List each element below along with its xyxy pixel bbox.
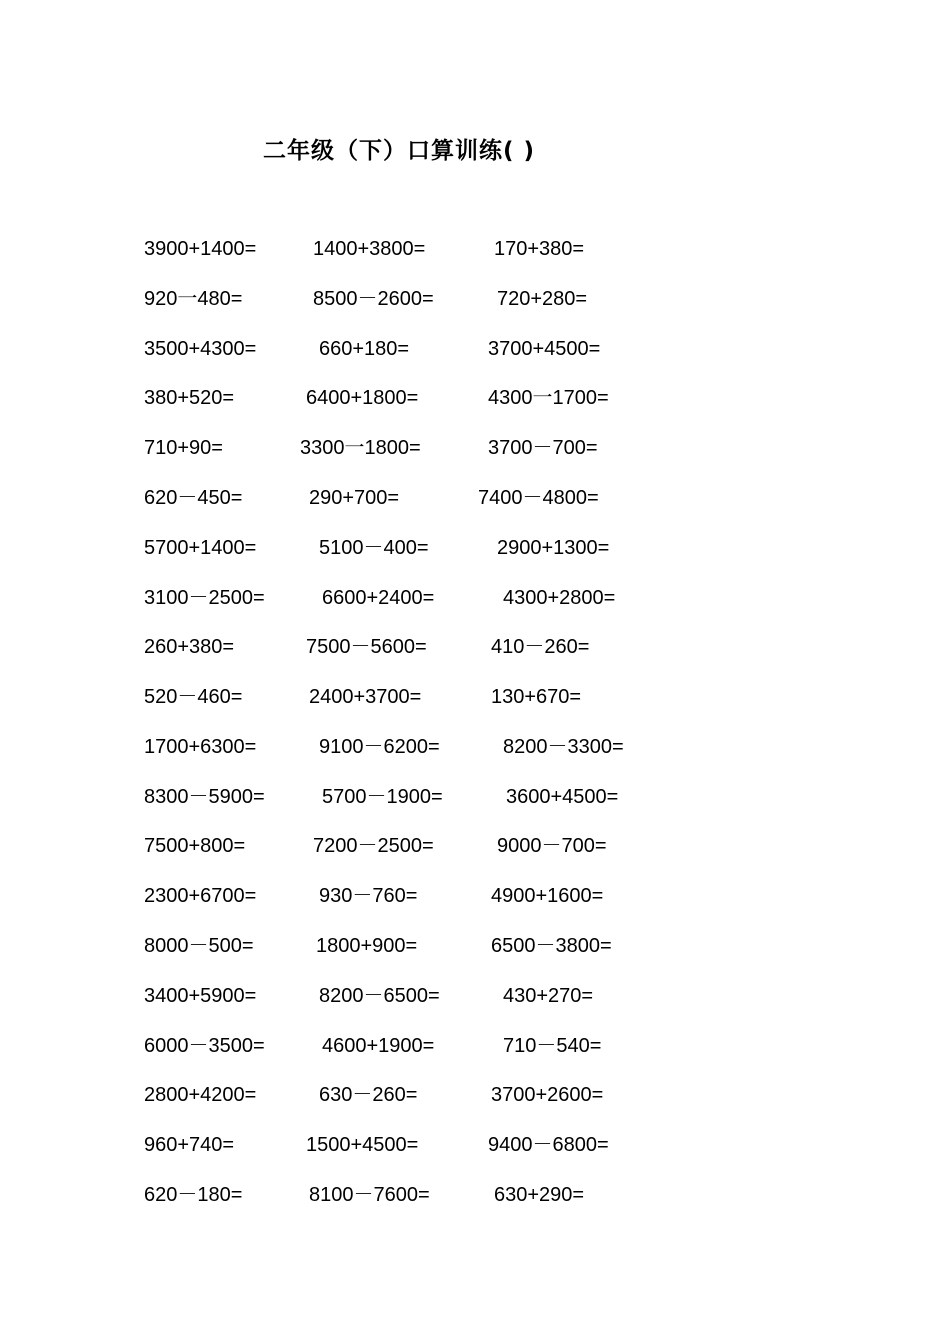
problem-r14-c2: 930－760= xyxy=(319,885,418,907)
problem-r15-c1: 8000－500= xyxy=(144,935,254,957)
problem-r6-c3: 7400－4800= xyxy=(478,487,599,509)
problem-r13-c3: 9000－700= xyxy=(497,835,607,857)
problem-r18-c2: 630－260= xyxy=(319,1084,418,1106)
problem-r2-c1: 920一480= xyxy=(144,288,243,310)
problem-r15-c2: 1800+900= xyxy=(316,935,418,957)
problem-r15-c3: 6500－3800= xyxy=(491,935,612,957)
problem-r18-c1: 2800+4200= xyxy=(144,1084,257,1106)
problem-r19-c2: 1500+4500= xyxy=(306,1134,419,1156)
problem-r19-c1: 960+740= xyxy=(144,1134,235,1156)
problem-r16-c3: 430+270= xyxy=(503,985,594,1007)
problem-r5-c3: 3700－700= xyxy=(488,437,598,459)
problem-r12-c2: 5700－1900= xyxy=(322,786,443,808)
problem-r20-c1: 620－180= xyxy=(144,1184,243,1206)
problem-r5-c1: 710+90= xyxy=(144,437,223,459)
problem-r17-c3: 710－540= xyxy=(503,1035,602,1057)
problem-r8-c2: 6600+2400= xyxy=(322,587,435,609)
problem-r8-c3: 4300+2800= xyxy=(503,587,616,609)
problem-r4-c1: 380+520= xyxy=(144,387,235,409)
problem-r10-c3: 130+670= xyxy=(491,686,582,708)
problem-r1-c2: 1400+3800= xyxy=(313,238,426,260)
problem-r11-c3: 8200－3300= xyxy=(503,736,624,758)
problem-r1-c3: 170+380= xyxy=(494,238,585,260)
problem-r6-c1: 620－450= xyxy=(144,487,243,509)
problem-r12-c1: 8300－5900= xyxy=(144,786,265,808)
problem-r19-c3: 9400－6800= xyxy=(488,1134,609,1156)
problem-r7-c3: 2900+1300= xyxy=(497,537,610,559)
problem-r5-c2: 3300一1800= xyxy=(300,437,421,459)
problem-r10-c2: 2400+3700= xyxy=(309,686,422,708)
problem-r11-c2: 9100－6200= xyxy=(319,736,440,758)
problem-r10-c1: 520－460= xyxy=(144,686,243,708)
problem-r2-c3: 720+280= xyxy=(497,288,588,310)
problem-r9-c2: 7500－5600= xyxy=(306,636,427,658)
problem-r18-c3: 3700+2600= xyxy=(491,1084,604,1106)
problem-r7-c1: 5700+1400= xyxy=(144,537,257,559)
problem-r17-c1: 6000－3500= xyxy=(144,1035,265,1057)
problem-r3-c1: 3500+4300= xyxy=(144,338,257,360)
problem-r13-c2: 7200－2500= xyxy=(313,835,434,857)
problem-r14-c1: 2300+6700= xyxy=(144,885,257,907)
problem-r4-c2: 6400+1800= xyxy=(306,387,419,409)
problem-r12-c3: 3600+4500= xyxy=(506,786,619,808)
problem-r9-c3: 410－260= xyxy=(491,636,590,658)
problem-r20-c3: 630+290= xyxy=(494,1184,585,1206)
problem-r6-c2: 290+700= xyxy=(309,487,400,509)
problem-r13-c1: 7500+800= xyxy=(144,835,246,857)
problem-r9-c1: 260+380= xyxy=(144,636,235,658)
problem-r4-c3: 4300一1700= xyxy=(488,387,609,409)
problem-r11-c1: 1700+6300= xyxy=(144,736,257,758)
problem-r14-c3: 4900+1600= xyxy=(491,885,604,907)
problem-r3-c3: 3700+4500= xyxy=(488,338,601,360)
problem-r1-c1: 3900+1400= xyxy=(144,238,257,260)
worksheet-title: 二年级（下）口算训练( ) xyxy=(263,138,536,164)
problem-r17-c2: 4600+1900= xyxy=(322,1035,435,1057)
problem-r16-c1: 3400+5900= xyxy=(144,985,257,1007)
problem-r8-c1: 3100－2500= xyxy=(144,587,265,609)
problem-r3-c2: 660+180= xyxy=(319,338,410,360)
problem-r20-c2: 8100－7600= xyxy=(309,1184,430,1206)
problem-r7-c2: 5100－400= xyxy=(319,537,429,559)
problem-r16-c2: 8200－6500= xyxy=(319,985,440,1007)
problem-r2-c2: 8500－2600= xyxy=(313,288,434,310)
